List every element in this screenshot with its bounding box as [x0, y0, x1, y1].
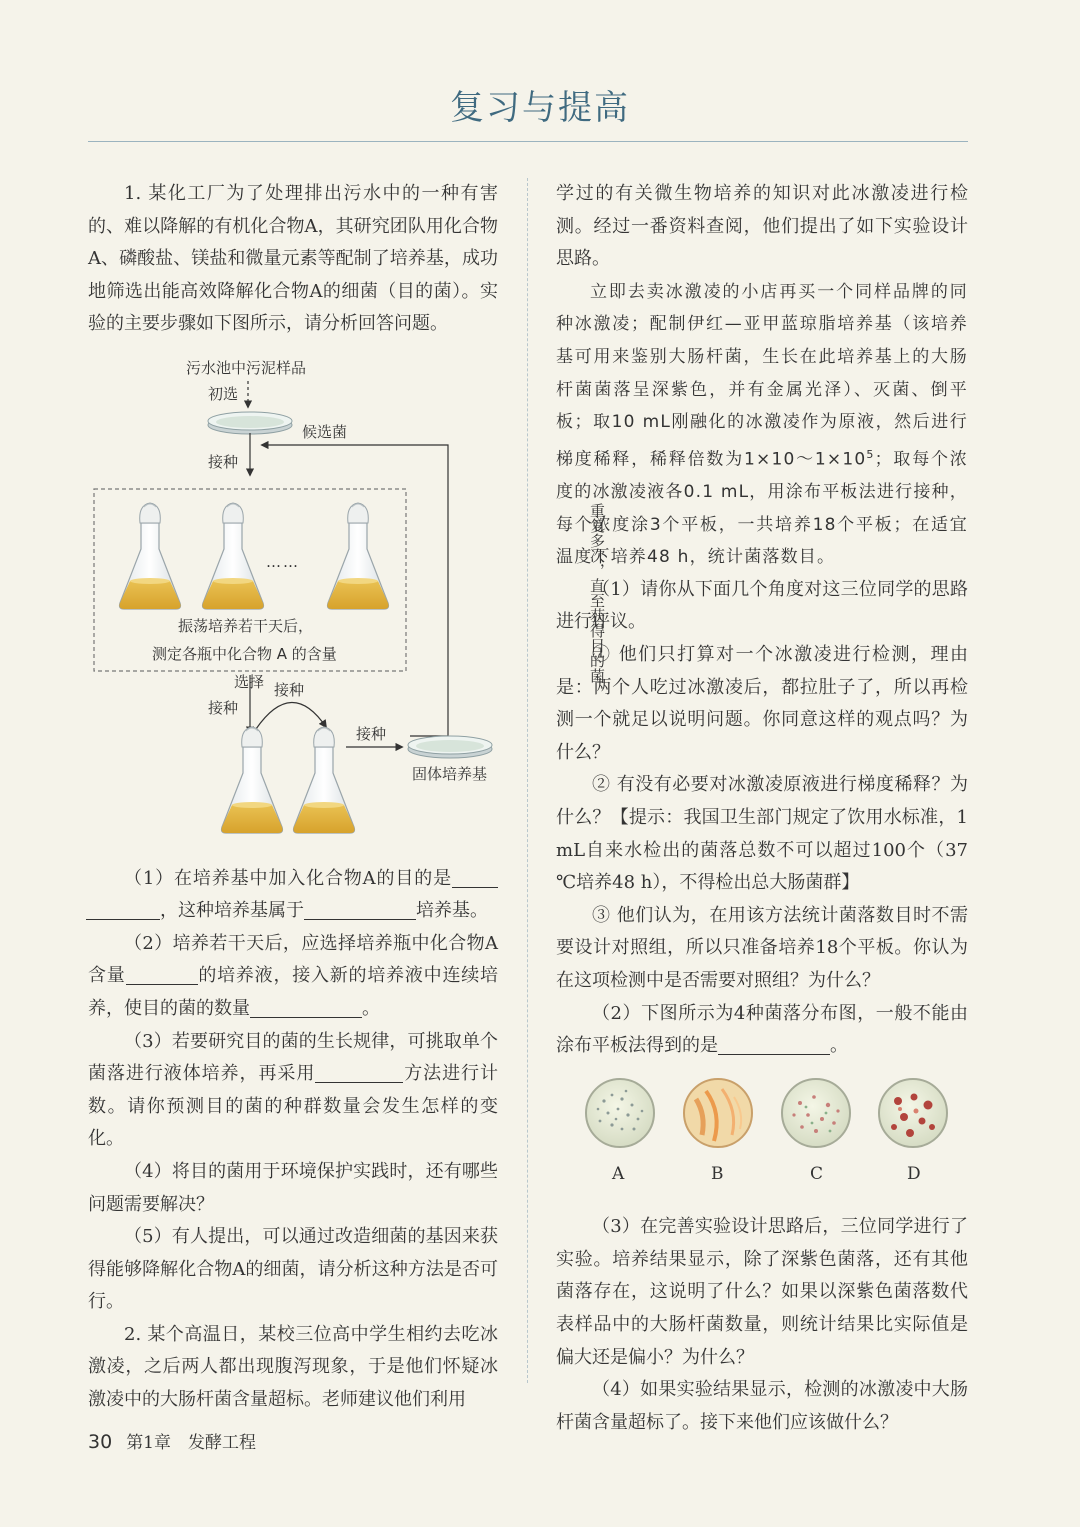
flask-1	[120, 503, 181, 609]
q2-intro-right: 学过的有关微生物培养的知识对此冰激凌进行检测。经过一番资料查阅，他们提出了如下实验设计思路。	[556, 183, 968, 270]
transfer-arc-arrow	[256, 702, 326, 729]
candidate-dish	[208, 412, 292, 434]
dish-label-d: D	[907, 1163, 921, 1184]
left-column	[88, 178, 606, 1417]
q2-sub1-iii: ③ 他们认为，在用该方法统计菌落数目时不需要设计对照组，所以只准备培养18个平板。你认为在这项检测中是否需要对照组？为什么？	[556, 904, 968, 991]
diagram-candidate-label: 候选菌	[302, 422, 348, 441]
right-column	[556, 178, 968, 1439]
diagram-sample-label: 污水池中污泥样品	[186, 358, 307, 377]
q2-sub4: （4）如果实验结果显示，检测的冰激凌中大肠杆菌含量超标了。接下来他们应该做什么？	[556, 1379, 968, 1433]
q2-sub3: （3）在完善实验设计思路后，三位同学进行了实验。培养结果显示，除了深紫色菌落，还有其他菌落存在，这说明了什么？如果以深紫色菌落数代表样品中的大肠杆菌数量，则统计结果比实际值是偏大还是偏小？为什么？	[556, 1216, 968, 1368]
dish-label-a: A	[612, 1163, 625, 1184]
q2-plan-part-a: 立即去卖冰激凌的小店再买一个同样品牌的同种冰激凌；配制伊红—亚甲蓝琼脂培养基（该培养基可用来鉴别大肠杆菌，生长在此培养基上的大肠杆菌菌落呈深紫色，并有金属光泽）、灭菌、倒平板；取10 mL刚融化的冰激凌作为原液，然后进行梯度稀释，稀释倍数为1×10～1×10	[556, 281, 968, 470]
q1-experiment-diagram	[88, 341, 606, 851]
q1-sub2-part-c: 。	[362, 997, 380, 1019]
dish-b	[684, 1079, 752, 1147]
q1-sub2	[88, 928, 498, 1026]
diagram-prescreen-label: 初选	[208, 384, 239, 403]
q2-plan	[556, 276, 968, 574]
diagram-inoculate2-label: 接种	[208, 698, 239, 717]
diagram-inoculate3-label: 接种	[274, 680, 305, 699]
diagram-inoculate-label: 接种	[208, 452, 239, 471]
q1-sub1-blank-1[interactable]	[452, 865, 498, 888]
q1-sub2-blank-2[interactable]	[250, 995, 362, 1018]
q1-sub2-blank-1[interactable]	[126, 962, 198, 985]
q2-sub1-ii: ② 有没有必要对冰激凌原液进行梯度稀释？为什么？【提示：我国卫生部门规定了饮用水标准，1 mL自来水检出的菌落总数不可以超过100个（37 ℃培养48 h），不得检出总大肠菌群】	[556, 774, 968, 894]
diagram-shake-line2: 测定各瓶中化合物 A 的含量	[152, 644, 337, 663]
q2-sub2-part-b: 。	[830, 1035, 848, 1057]
q1-intro: 1. 某化工厂为了处理排出污水中的一种有害的、难以降解的有机化合物A，其研究团队用化合物A、磷酸盐、镁盐和微量元素等配制了培养基，成功地筛选出能高效降解化合物A的细菌（目的菌）。实验的主要步骤如下图所示，请分析回答问题。	[88, 183, 498, 335]
dish-d	[879, 1079, 947, 1147]
q2-sub2-blank[interactable]	[718, 1032, 830, 1055]
q1-sub1-part-a: （1）在培养基中加入化合物A的目的是	[124, 867, 452, 889]
diagram-select-label: 选择	[234, 672, 265, 691]
page-title: 复习与提高	[450, 88, 630, 128]
flask-2	[203, 503, 264, 609]
q2-plan-part-b: ；取每个浓度的冰激凌液各0.1 mL，用涂布平板法进行接种，每个浓度涂3个平板，一共培养18个平板；在适宜温度下培养48 h，统计菌落数目。	[556, 449, 968, 568]
q1-sub5: （5）有人提出，可以通过改造细菌的基因来获得能够降解化合物A的细菌，请分析这种方法是否可行。	[88, 1226, 498, 1313]
diagram-inoculate4-label: 接种	[356, 724, 387, 743]
q1-sub3-blank[interactable]	[315, 1060, 403, 1083]
page-footer	[88, 1428, 256, 1453]
diagram-ellipsis: ……	[266, 552, 300, 571]
q1-sub1-blank-1b[interactable]	[86, 897, 160, 920]
dish-c	[782, 1079, 850, 1147]
flask-3	[328, 503, 389, 609]
q2-intro-left: 2. 某个高温日，某校三位高中学生相约去吃冰激凌，之后两人都出现腹泻现象，于是他们怀疑冰激凌中的大肠杆菌含量超标。老师建议他们利用	[88, 1323, 498, 1411]
dish-label-c: C	[810, 1163, 824, 1184]
column-divider	[527, 178, 528, 1383]
solid-medium-dish	[408, 736, 492, 758]
q1-sub3	[88, 1026, 498, 1156]
diagram-solid-label: 固体培养基	[412, 764, 488, 783]
q1-sub1-part-c: 培养基。	[416, 900, 488, 922]
diagram-repeat-label: 重复多次，直至获得目的菌	[426, 502, 606, 521]
flask-4	[222, 727, 283, 833]
diagram-shake-line1: 振荡培养若干天后，	[178, 616, 314, 635]
q1-sub1	[88, 863, 498, 928]
q2-plan-superscript: 5	[866, 447, 875, 461]
q1-sub2-part-a: （2）培养若干天后，应选择培养瓶中化合物A含量	[88, 932, 498, 987]
q2-sub2-part-a: （2）下图所示为4种菌落分布图，一般不能由涂布平板法得到的是	[556, 1002, 968, 1057]
page-number: 30	[88, 1431, 113, 1453]
q1-sub3-part-b: 方法进行计数。请你预测目的菌的种群数量会发生怎样的变化。	[88, 1063, 499, 1150]
q1-sub4: （4）将目的菌用于环境保护实践时，还有哪些问题需要解决？	[88, 1160, 498, 1215]
flask-5	[294, 727, 355, 833]
colony-distribution-figure	[556, 1075, 968, 1200]
q1-sub2-part-b: 的培养液，接入新的培养液中连续培养，使目的菌的数量	[88, 965, 499, 1019]
q2-sub1: （1）请你从下面几个角度对这三位同学的思路进行评议。	[556, 578, 968, 633]
dish-label-b: B	[711, 1163, 724, 1184]
q1-sub3-part-a: （3）若要研究目的菌的生长规律，可挑取单个菌落进行液体培养，再采用	[88, 1030, 498, 1085]
title-divider	[88, 141, 968, 142]
q2-sub2	[556, 998, 968, 1063]
q2-sub1-i: ① 他们只打算对一个冰激凌进行检测，理由是：两个人吃过冰激凌后，都拉肚子了，所以再检测一个就足以说明问题。你同意这样的观点吗？为什么？	[556, 643, 968, 763]
q1-sub1-part-b: ，这种培养基属于	[160, 900, 304, 922]
chapter-label: 第1章 发酵工程	[126, 1433, 257, 1453]
q1-sub1-blank-2[interactable]	[304, 897, 416, 920]
dish-a	[586, 1079, 654, 1147]
